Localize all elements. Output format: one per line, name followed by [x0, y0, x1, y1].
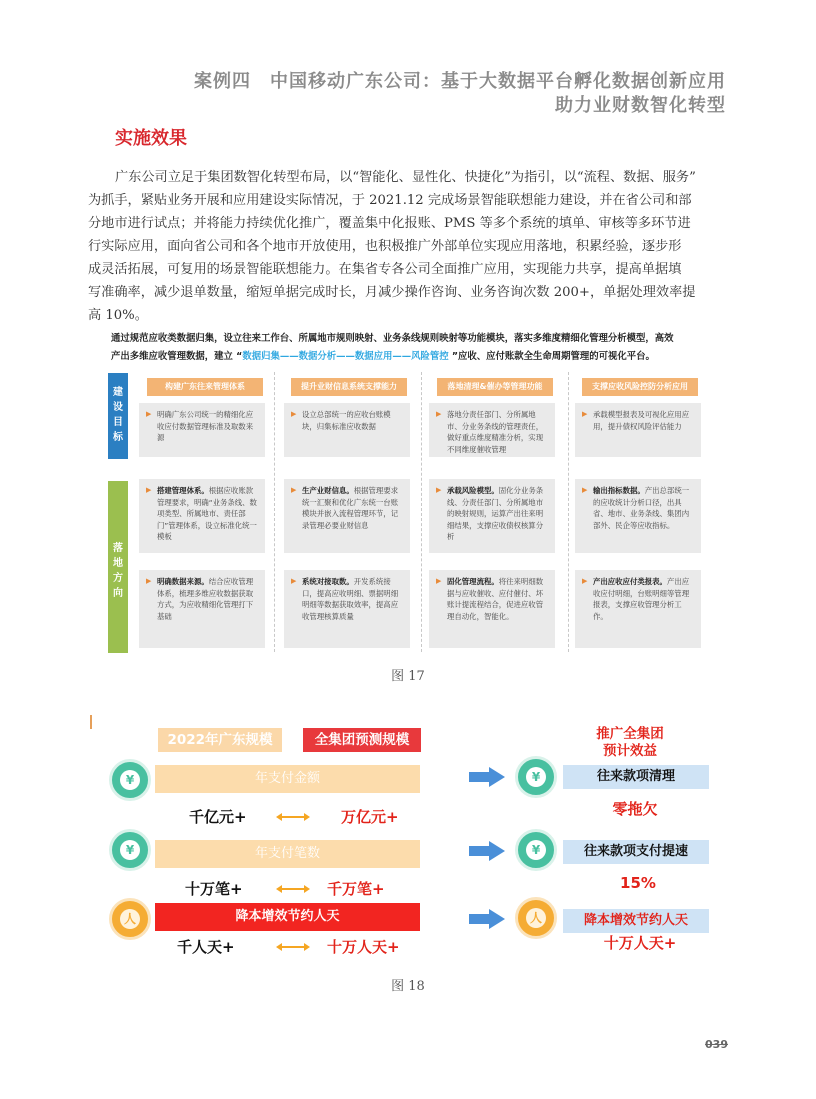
intro-text-b: ”应收、应付账款全生命周期管理的可视化平台。: [448, 351, 655, 362]
column-header: 落地清理&催办等管理功能: [437, 378, 553, 396]
benefit-value-clearing: 零拖欠: [612, 800, 658, 818]
intro-text-a: 产出多维应收管理数据，建立 “: [111, 351, 243, 362]
benefit-value-cost-saving: 十万人天+: [603, 934, 677, 952]
benefit-title-line1: 推广全集团: [596, 726, 664, 742]
figure17-intro: [111, 330, 711, 366]
direction-box: [284, 570, 410, 648]
direction-title: 输出指标数据。: [593, 486, 645, 495]
figure17-intro-line2: [111, 348, 711, 366]
people-icon: [109, 898, 151, 940]
benefit-title-line2: 预计效益: [603, 743, 657, 759]
decorative-mark: [90, 715, 92, 729]
direction-text: 结合应收管理体系，梳理多维应收数据获取方式，为应收精细化管理打下基础: [157, 577, 254, 621]
figure17-caption: 图 17: [391, 669, 425, 684]
direction-text: 开发系统接口，提高应收明细、票据明细明细等数据获取效率，提高应收管理核算质量: [302, 577, 399, 621]
double-arrow-icon: [276, 884, 310, 894]
value-gd-count: 十万笔+: [185, 880, 243, 898]
direction-title: 系统对接取数。: [302, 577, 354, 586]
column-header: 提升业财信息系统支撑能力: [291, 378, 407, 396]
right-arrow-icon: [469, 767, 505, 787]
figure17-intro-line1: 通过规范应收类数据归集，设立往来工作台、所属地市规则映射、业务条线规则映射等功能模块，落实多维度精细化管理分析模型，高效: [111, 333, 674, 344]
direction-box: [575, 479, 701, 553]
direction-box: [139, 479, 265, 553]
benefit-box-payment-speed: 往来款项支付提速: [563, 840, 709, 864]
people-symbol: 人: [526, 908, 546, 928]
yen-symbol: ¥: [120, 840, 140, 860]
right-arrow-icon: [469, 909, 505, 929]
direction-box: [429, 570, 555, 648]
direction-box: [284, 479, 410, 553]
column-divider: [274, 372, 275, 652]
paragraph-line: 成灵活拓展，可复用的场景智能联想能力。在集省专各公司全面推广应用，实现能力共享，提高单据填: [88, 262, 682, 277]
direction-text: 根据应收账款管理要求，明确“业务条线、数项类型、所属地市、责任部门”管理体系，设立标准化统一模板: [157, 486, 257, 541]
direction-text: 根据管理要求统一汇聚和优化广东统一台账模块并嵌入流程管理环节，记录管理必要业财信息: [302, 486, 399, 530]
direction-title: 明确数据来源。: [157, 577, 209, 586]
direction-text: 产出应收应付明细，台账明细等管理报表，支撑应收管理分析工作。: [593, 577, 690, 621]
direction-title: 产出应收应付类报表。: [593, 577, 667, 586]
double-arrow-icon: [276, 942, 310, 952]
tab-landing-direction: [108, 481, 128, 653]
paragraph-line: 分地市进行试点；并将能力持续优化推广，覆盖集中化报账、PMS 等多个系统的填单、审核等多环节进: [88, 216, 691, 231]
direction-title: 固化管理流程。: [447, 577, 499, 586]
direction-text: 固化分业务条线、分责任部门、分所属地市的映射规则，运算产出往来明细结果，支撑应收债权核算分析: [447, 486, 544, 541]
value-group-days: 十万人天+: [327, 938, 400, 956]
direction-text: 产出总部统一的应收统计分析口径，出具省、地市、业务条线、集团内部外、民企等应收指标。: [593, 486, 690, 530]
yen-symbol: ¥: [526, 840, 546, 860]
value-gd-amount: 千亿元+: [189, 808, 247, 826]
people-icon: [515, 897, 557, 939]
direction-box: [139, 570, 265, 648]
intro-highlight: 数据归集——数据分析——数据应用——风险管控: [242, 351, 449, 362]
column-header: 支撑应收风险控防分析应用: [582, 378, 698, 396]
goal-box: ▶ 设立总部统一的应收台账模块，归集标准应收数据: [284, 403, 410, 457]
tab-build-label: 建设目标: [113, 387, 123, 443]
tab-build-goal: [108, 373, 128, 459]
direction-title: 承载风险模型。: [447, 486, 499, 495]
header-title-line2: 助力业财数智化转型: [555, 95, 726, 116]
paragraph-line: 写准确率，减少退单数量，缩短单据完成时长，月减少操作咨询、业务咨询次数 200+，单据处理效率提: [88, 285, 696, 300]
yen-coin-icon: [515, 756, 557, 798]
benefit-box-clearing: 往来款项清理: [563, 765, 709, 789]
paragraph-line: 广东公司立足于集团数智化转型布局，以“智能化、显性化、快捷化”为指引，以“流程、数据、服务”: [115, 170, 696, 185]
goal-box: ▶ 明确广东公司统一的精细化应收应付数据管理标准及取数来源: [139, 403, 265, 457]
section-title: 实施效果: [115, 128, 187, 149]
paragraph-line: 行实际应用，面向省公司和各个地市开放使用，也积极推广外部单位实现应用落地，积累经验，逐步形: [88, 239, 682, 254]
yen-coin-icon: [109, 829, 151, 871]
figure18-caption: 图 18: [391, 979, 425, 994]
direction-box: [575, 570, 701, 648]
column-divider: [568, 372, 569, 652]
column-header: 构建广东往来管理体系: [147, 378, 263, 396]
bar-annual-payment-count: 年支付笔数: [155, 840, 420, 868]
page-number: 039: [705, 1038, 728, 1051]
value-gd-days: 千人天+: [177, 938, 235, 956]
tag-guangdong-scale: 2022年广东规模: [158, 728, 282, 752]
yen-symbol: ¥: [526, 767, 546, 787]
column-divider: [421, 372, 422, 652]
goal-box: ▶ 承载模型报表及可视化应用应用，提升债权风险评估能力: [575, 403, 701, 457]
direction-box: [429, 479, 555, 553]
value-group-amount: 万亿元+: [341, 808, 399, 826]
bar-annual-payment-amount: 年支付金额: [155, 765, 420, 793]
yen-coin-icon: [515, 829, 557, 871]
yen-coin-icon: [109, 759, 151, 801]
benefit-box-cost-saving: 降本增效节约人天: [563, 909, 709, 933]
paragraph-line: 为抓手，紧贴业务开展和应用建设实际情况，于 2021.12 完成场景智能联想能力建设，并在省公司和部: [88, 193, 692, 208]
double-arrow-icon: [276, 812, 310, 822]
right-arrow-icon: [469, 841, 505, 861]
yen-symbol: ¥: [120, 770, 140, 790]
direction-text: 将往来明细数据与应收催收、应付催付、坏账计提流程结合，促进应收管理自动化，智能化。: [447, 577, 544, 621]
people-symbol: 人: [120, 909, 140, 929]
header-title-line1: 案例四 中国移动广东公司：基于大数据平台孵化数据创新应用: [194, 71, 726, 92]
benefit-title: [570, 726, 690, 760]
direction-title: 生产业财信息。: [302, 486, 354, 495]
direction-title: 搭建管理体系。: [157, 486, 209, 495]
goal-box: ▶ 落地分责任部门、分所属地市、分业务条线的管理责任，做好重点维度精准分析，实现不同维度催收管理: [429, 403, 555, 457]
benefit-value-payment-speed: 15%: [620, 874, 656, 892]
paragraph-line: 高 10%。: [88, 308, 148, 323]
bar-cost-saving-days: 降本增效节约人天: [155, 903, 420, 931]
value-group-count: 千万笔+: [327, 880, 385, 898]
tag-group-forecast: 全集团预测规模: [303, 728, 421, 752]
tab-land-label: 落地方向: [113, 543, 123, 599]
